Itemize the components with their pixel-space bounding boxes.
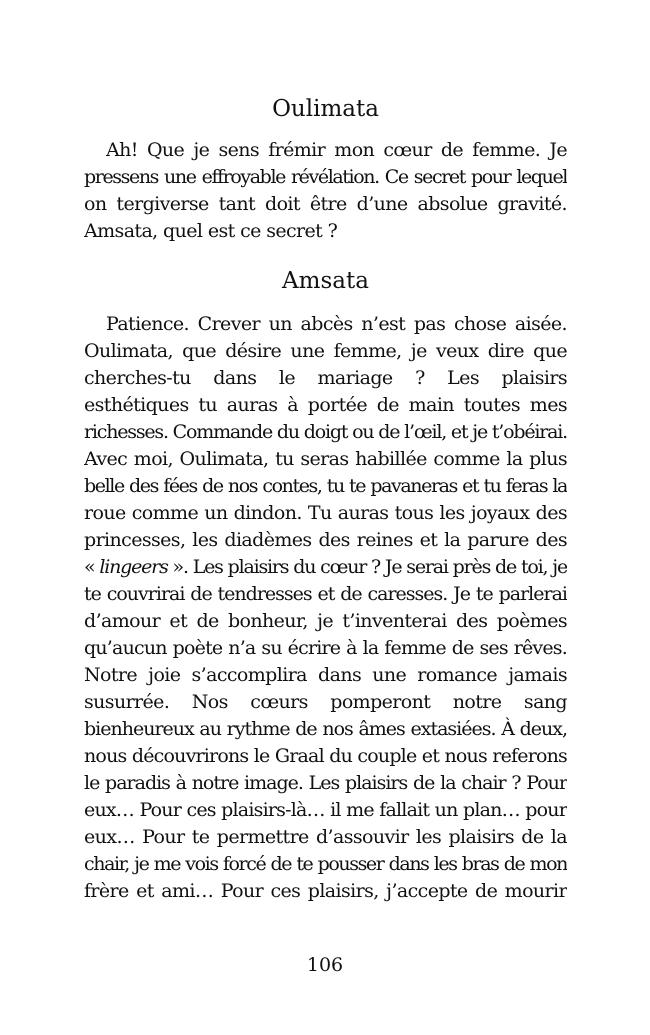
text-line: le paradis à notre image. Les plaisirs de la chair ? Pour	[84, 772, 567, 794]
text-line: te couvrirai de tendresses et de caresses. Je te parlerai	[84, 583, 567, 605]
text-line: richesses. Commande du doigt ou de l’œil, et je t’obéirai.	[84, 421, 567, 443]
text-line: princesses, les diadèmes des reines et la parure des	[84, 529, 567, 551]
text-line: susurrée. Nos cœurs pomperont notre sang	[84, 691, 567, 713]
text-line: qu’aucun poète n’a su écrire à la femme de ses rêves.	[84, 637, 567, 659]
text-line: on tergiverse tant doit être d’une absolue gravité.	[84, 193, 567, 215]
text-line: frère et ami… Pour ces plaisirs, j’accepte de mourir	[84, 880, 567, 902]
text-line: bienheureux au rythme de nos âmes extasiées. À deux,	[84, 718, 567, 740]
text-line: d’amour et de bonheur, je t’inventerai des poèmes	[84, 610, 567, 632]
speaker-name: Amsata	[282, 268, 369, 294]
text-line: Patience. Crever un abcès n’est pas chose aisée.	[106, 313, 567, 335]
text-line: Ah! Que je sens frémir mon cœur de femme. Je	[106, 139, 567, 161]
page-number: 106	[306, 954, 344, 976]
text-line: pressens une effroyable révélation. Ce secret pour lequel	[84, 166, 567, 188]
text-line: esthétiques tu auras à portée de main toutes mes	[84, 394, 567, 416]
speaker-name: Oulimata	[272, 96, 379, 122]
text-line: roue comme un dindon. Tu auras tous les joyaux des	[84, 502, 567, 524]
text-line: Oulimata, que désire une femme, je veux dire que	[84, 340, 567, 362]
text-line: chair, je me vois forcé de te pousser dans les bras de mon	[84, 853, 567, 875]
text-line: nous découvrirons le Graal du couple et nous referons	[84, 745, 567, 767]
text-line: Avec moi, Oulimata, tu seras habillée comme la plus	[84, 448, 567, 470]
text-line: « lingeers ». Les plaisirs du cœur ? Je serai près de toi, je	[84, 556, 567, 578]
text-line: cherches-tu dans le mariage ? Les plaisirs	[84, 367, 567, 389]
text-line: belle des fées de nos contes, tu te pavaneras et tu feras la	[84, 475, 567, 497]
text-line: eux… Pour te permettre d’assouvir les plaisirs de la	[84, 826, 567, 848]
text-line: eux… Pour ces plaisirs-là… il me fallait un plan… pour	[84, 799, 567, 821]
text-line: Amsata, quel est ce secret ?	[84, 220, 338, 242]
text-line: Notre joie s’accomplira dans une romance jamais	[84, 664, 567, 686]
